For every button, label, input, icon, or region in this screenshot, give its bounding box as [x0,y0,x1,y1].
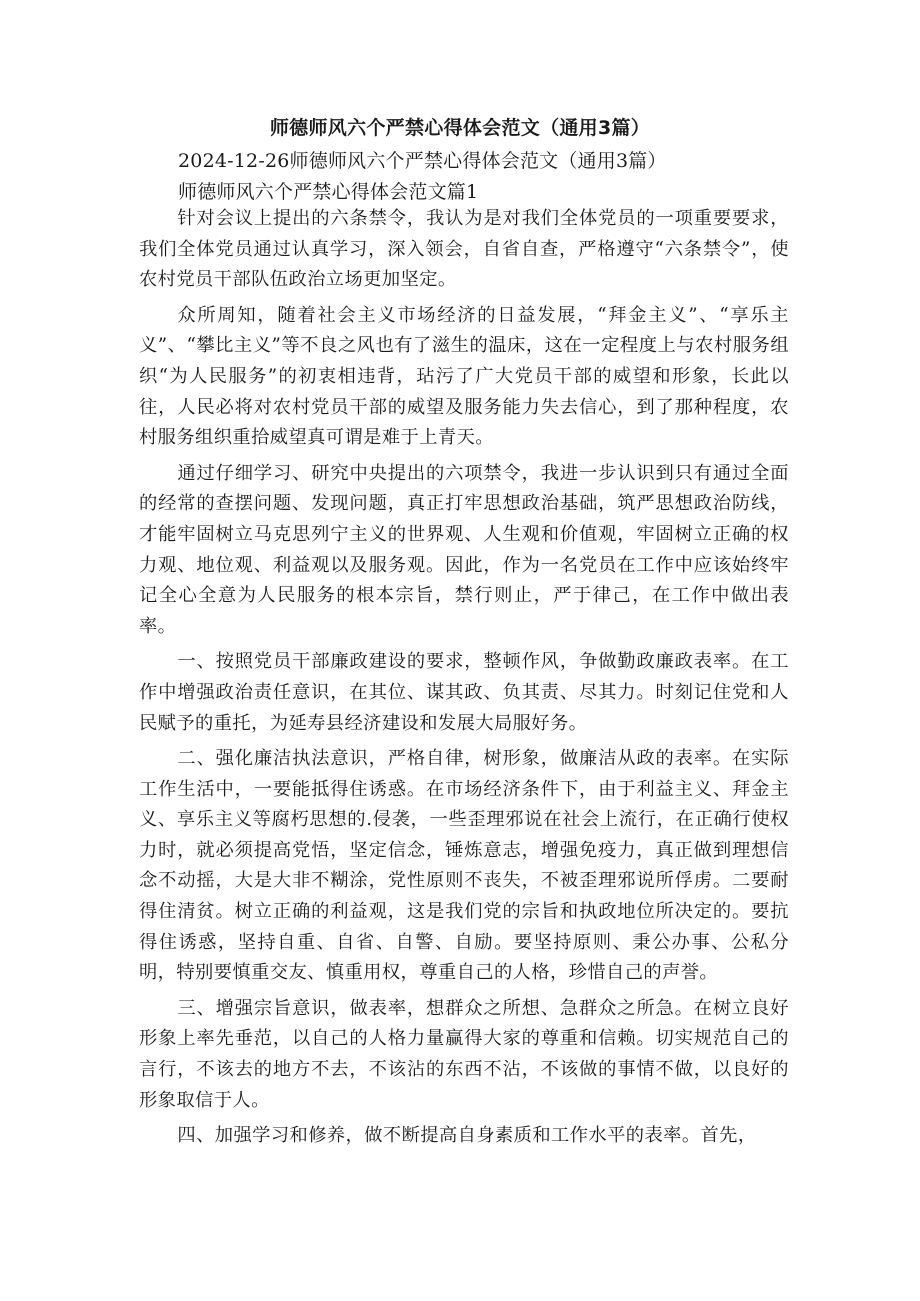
document-body [139,204,789,1157]
date-line: 2024-12-26师德师风六个严禁心得体会范文（通用3篇） [178,150,667,172]
paragraph: 一、按照党员干部廉政建设的要求，整顿作风，争做勤政廉政表率。在工作中增强政治责任意识，在其位、谋其政、负其责、尽其力。时刻记住党和人民赋予的重托，为延寿县经济建设和发展大局服好务。 [139,651,789,734]
paragraph: 三、增强宗旨意识，做表率，想群众之所想、急群众之所急。在树立良好形象上率先垂范，以自己的人格力量赢得大家的尊重和信赖。切实规范自己的言行，不该去的地方不去，不该沾的东西不沾，不该做的事情不做，以良好的形象取信于人。 [139,997,789,1111]
paragraph: 针对会议上提出的六条禁令，我认为是对我们全体党员的一项重要要求，我们全体党员通过认真学习，深入领会，自省自查，严格遵守“六条禁令”，使农村党员干部队伍政治立场更加坚定。 [139,208,789,291]
paragraph: 众所周知，随着社会主义市场经济的日益发展，“拜金主义”、“享乐主义”、“攀比主义”等不良之风也有了滋生的温床，这在一定程度上与农村服务组织“为人民服务”的初衷相违背，玷污了广大党员干部的威望和形象，长此以往，人民必将对农村党员干部的威望及服务能力失去信心，到了那种程度，农村服务组织重拾威望真可谓是难于上青天。 [139,304,789,449]
paragraph: 通过仔细学习、研究中央提出的六项禁令，我进一步认识到只有通过全面的经常的查摆问题、发现问题，真正打牢思想政治基础，筑严思想政治防线，才能牢固树立马克思列宁主义的世界观、人生观和价值观，牢固树立正确的权力观、地位观、利益观以及服务观。因此，作为一名党员在工作中应该始终牢记全心全意为人民服务的根本宗旨，禁行则止，严于律己，在工作中做出表率。 [139,462,789,637]
paragraph: 二、强化廉洁执法意识，严格自律，树形象，做廉洁从政的表率。在实际工作生活中，一要能抵得住诱惑。在市场经济条件下，由于利益主义、拜金主义、享乐主义等腐朽思想的.侵袭，一些歪理邪说在社会上流行，在正确行使权力时，就必须提高党悟，坚定信念，锤炼意志，增强免疫力，真正做到理想信念不动摇，大是大非不糊涂，党性原则不丧失，不被歪理邪说所俘虏。二要耐得住清贫。树立正确的利益观，这是我们党的宗旨和执政地位所决定的。要抗得住诱惑，坚持自重、自省、自警、自励。要坚持原则、秉公办事、公私分明，特别要慎重交友、慎重用权，尊重自己的人格，珍惜自己的声誉。 [139,748,789,984]
document-title: 师德师风六个严禁心得体会范文（通用3篇） [269,117,651,139]
section-heading: 师德师风六个严禁心得体会范文篇1 [178,181,479,203]
paragraph: 四、加强学习和修养，做不断提高自身素质和工作水平的表率。首先， [177,1125,757,1147]
